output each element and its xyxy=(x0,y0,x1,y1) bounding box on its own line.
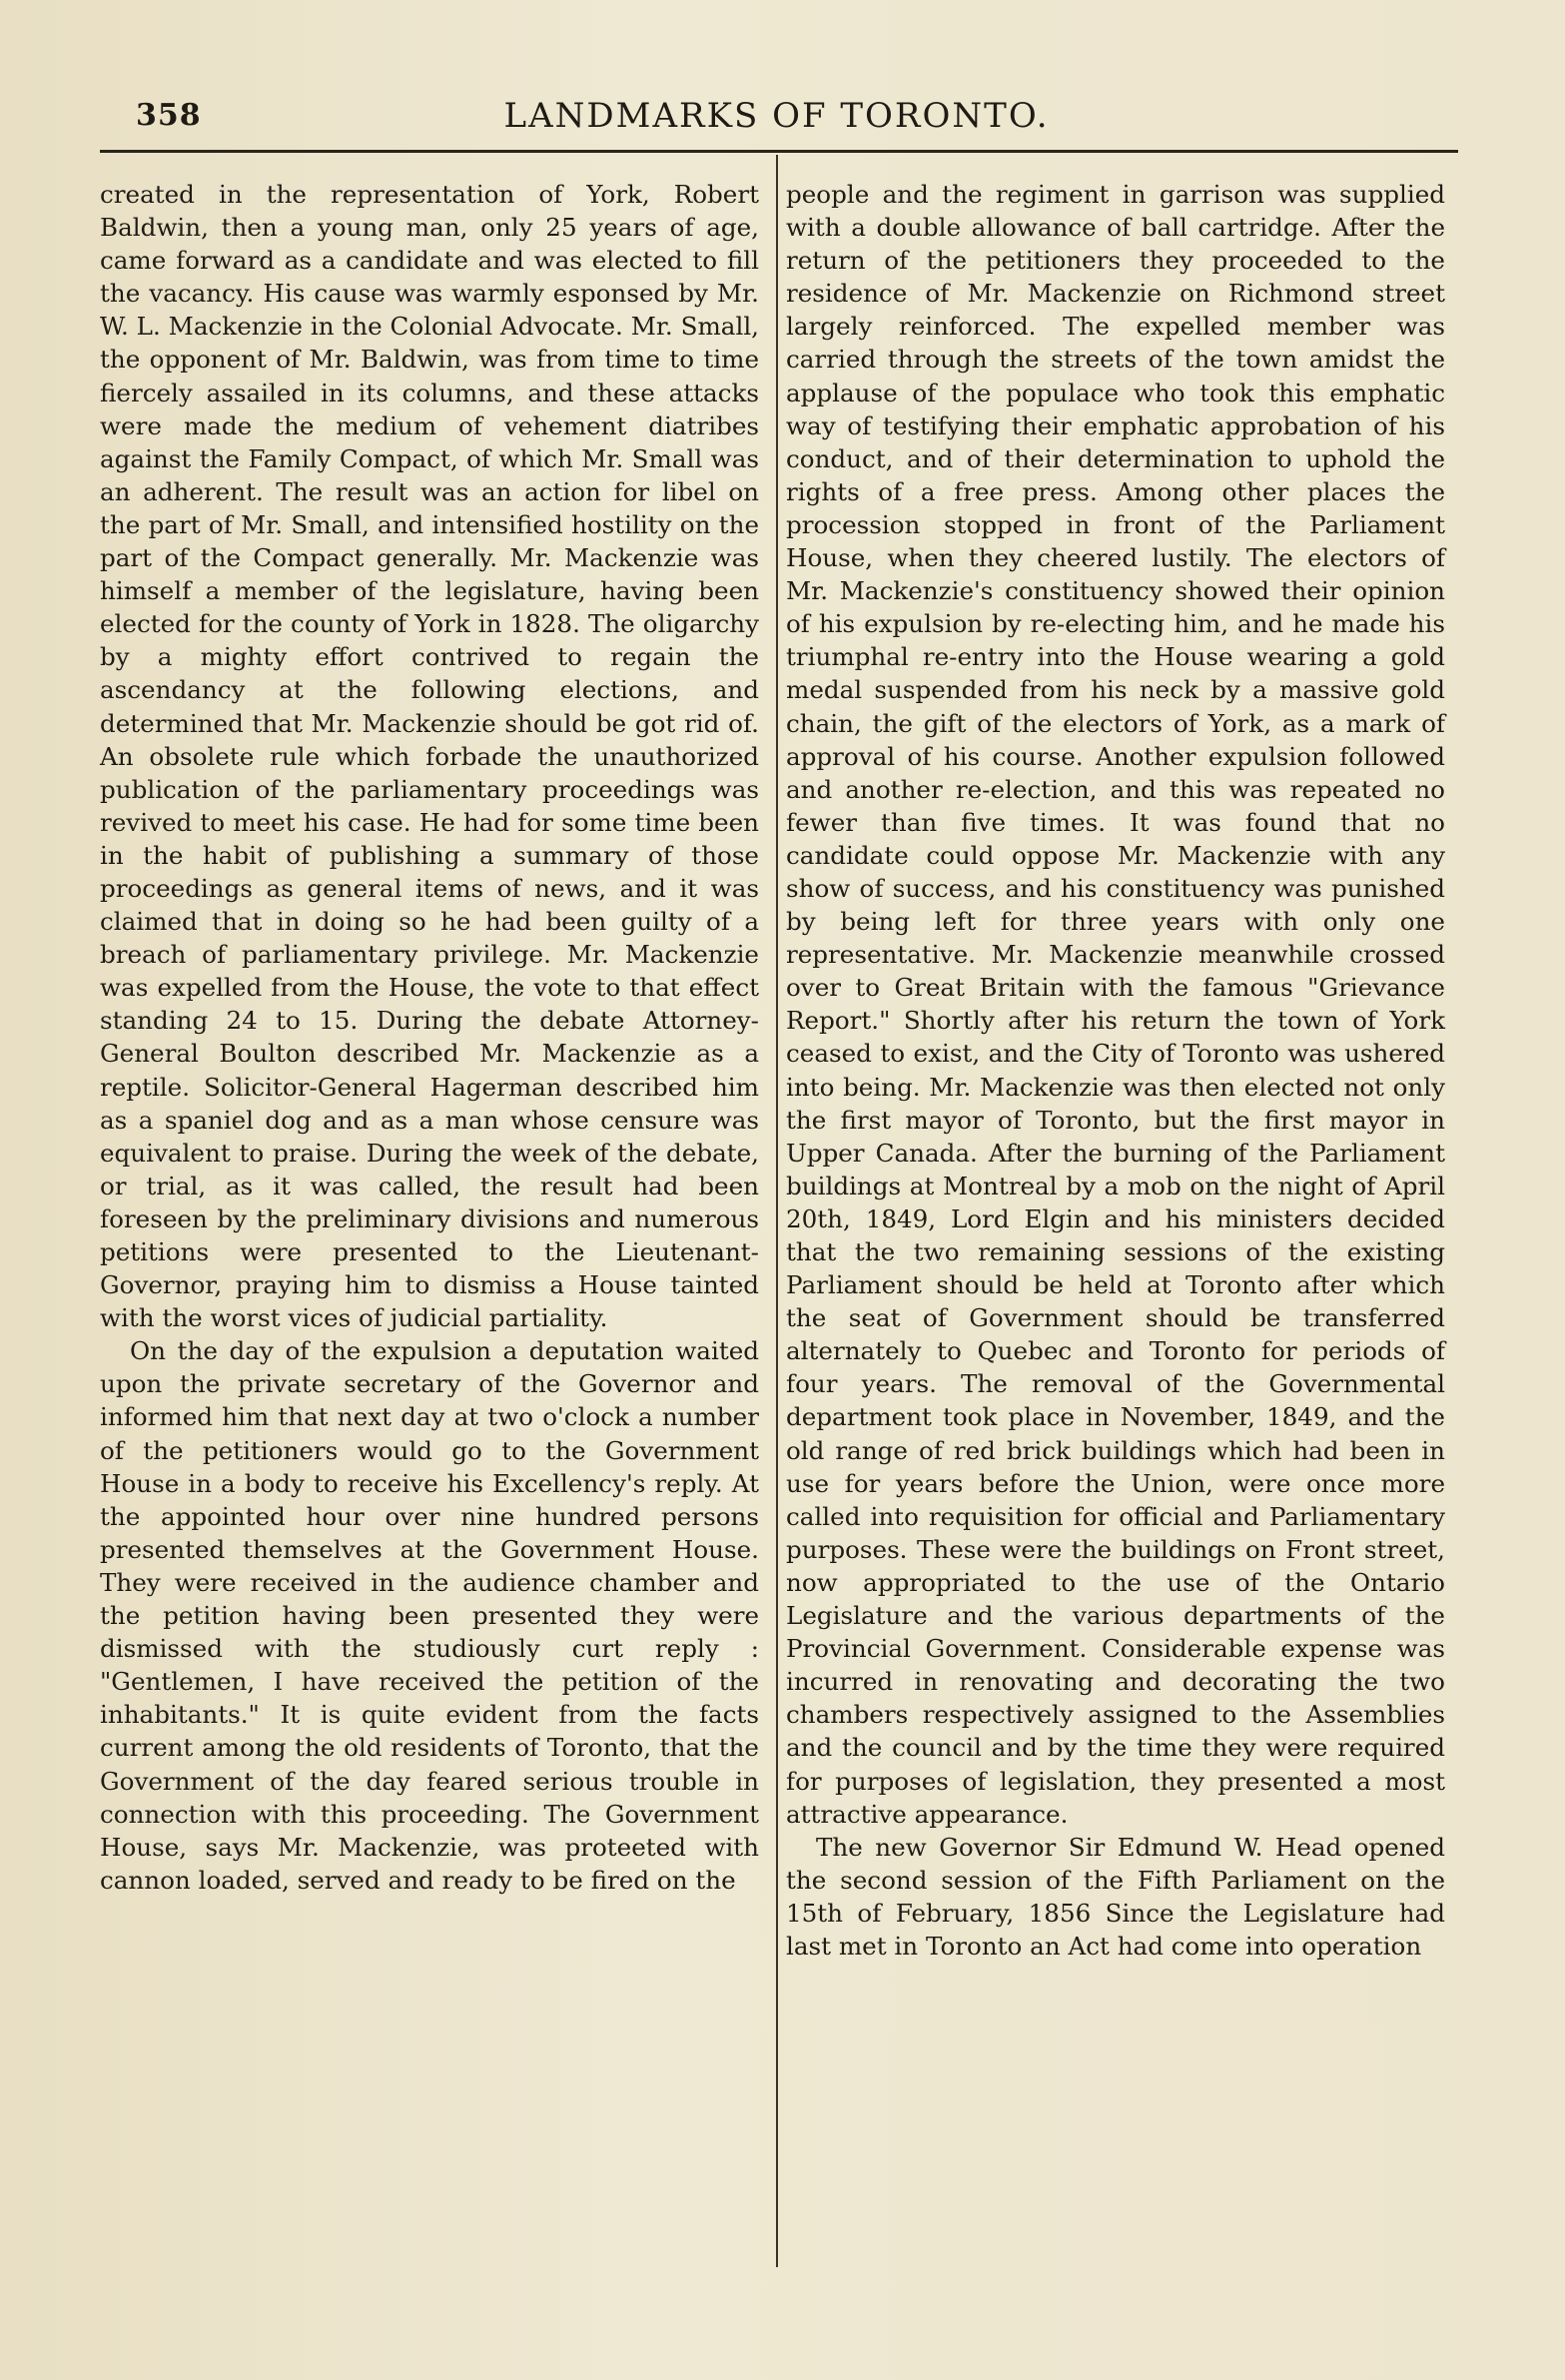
right-paragraph-2: The new Governor Sir Edmund W. Head opened the second session of the Fifth Parliament on the 15th of February, 1856 Since the Legislature had last met in Toronto an Act had come into operation xyxy=(786,1832,1445,1961)
running-title: LANDMARKS OF TORONTO. xyxy=(503,96,1050,136)
left-column xyxy=(100,178,759,1897)
left-paragraph-2: On the day of the expulsion a deputation waited upon the private secretary of the Governor and informed him that next day at two o'clock a number of the petitioners would go to the Government House in a body to receive his Excellency's reply. At the appointed hour over nine hundred persons presented themselves at the Government House. They were received in the audience chamber and the petition having been presented they were dismissed with the studiously curt reply : "Gentlemen, I have received the petition of the inhabitants." It is quite evident from the facts current among the old residents of Toronto, that the Government of the day feared serious trouble in connection with this proceeding. The Government House, says Mr. Mackenzie, was proteeted with cannon loaded, served and ready to be fired on the xyxy=(100,1336,759,1895)
header-rule xyxy=(100,150,1458,153)
left-paragraph-1: created in the representation of York, Robert Baldwin, then a young man, only 25 years of age, came forward as a candidate and was elected to fill the vacancy. His cause was warmly esponsed by Mr. W. L. Mackenzie in the Colonial Advocate. Mr. Small, the opponent of Mr. Baldwin, was from time to time fiercely assailed in its columns, and these attacks were made the medium of vehement diatribes against the Family Compact, of which Mr. Small was an adherent. The result was an action for libel on the part of Mr. Small, and intensified hostility on the part of the Compact generally. Mr. Mackenzie was himself a member of the legislature, having been elected for the county of York in 1828. The oligarchy by a mighty effort contrived to regain the ascendancy at the following elections, and determined that Mr. Mackenzie should be got rid of. An obsolete rule which forbade the unauthorized publication of the parliamentary proceedings was revived to meet his case. He had for some time been in the habit of publishing a summary of those proceedings as general items of news, and it was claimed that in doing so he had been guilty of a breach of parliamentary privilege. Mr. Mackenzie was expelled from the House, the vote to that effect standing 24 to 15. During the debate Attorney-General Boulton described Mr. Mackenzie as a reptile. Solicitor-General Hagerman described him as a spaniel dog and as a man whose censure was equivalent to praise. During the week of the debate, or trial, as it was called, the result had been foreseen by the preliminary divisions and numerous petitions were presented to the Lieutenant-Governor, praying him to dismiss a House tainted with the worst vices of judicial partiality. xyxy=(100,180,759,1333)
page-header xyxy=(100,92,1453,152)
column-divider xyxy=(776,155,778,2267)
right-column xyxy=(786,178,1445,1963)
right-paragraph-1: people and the regiment in garrison was supplied with a double allowance of ball cartridge. After the return of the petitioners they proceeded to the residence of Mr. Mackenzie on Richmond street largely reinforced. The expelled member was carried through the streets of the town amidst the applause of the populace who took this emphatic way of testifying their emphatic approbation of his conduct, and of their determination to uphold the rights of a free press. Among other places the procession stopped in front of the Parliament House, when they cheered lustily. The electors of Mr. Mackenzie's constituency showed their opinion of his expulsion by re-electing him, and he made his triumphal re-entry into the House wearing a gold medal suspended from his neck by a massive gold chain, the gift of the electors of York, as a mark of approval of his course. Another expulsion followed and another re-election, and this was repeated no fewer than five times. It was found that no candidate could oppose Mr. Mackenzie with any show of success, and his constituency was punished by being left for three years with only one representative. Mr. Mackenzie meanwhile crossed over to Great Britain with the famous "Grievance Report." Shortly after his return the town of York ceased to exist, and the City of Toronto was ushered into being. Mr. Mackenzie was then elected not only the first mayor of Toronto, but the first mayor in Upper Canada. After the burning of the Parliament buildings at Montreal by a mob on the night of April 20th, 1849, Lord Elgin and his ministers decided that the two remaining sessions of the existing Parliament should be held at Toronto after which the seat of Government should be transferred alternately to Quebec and Toronto for periods of four years. The removal of the Governmental department took place in November, 1849, and the old range of red brick buildings which had been in use for years before the Union, were once more called into requisition for official and Parliamentary purposes. These were the buildings on Front street, now appropriated to the use of the Ontario Legislature and the various departments of the Provincial Government. Considerable expense was incurred in renovating and decorating the two chambers respectively assigned to the Assemblies and the council and by the time they were required for purposes of legislation, they presented a most attractive appearance. xyxy=(786,180,1445,1829)
page-number: 358 xyxy=(136,98,202,133)
